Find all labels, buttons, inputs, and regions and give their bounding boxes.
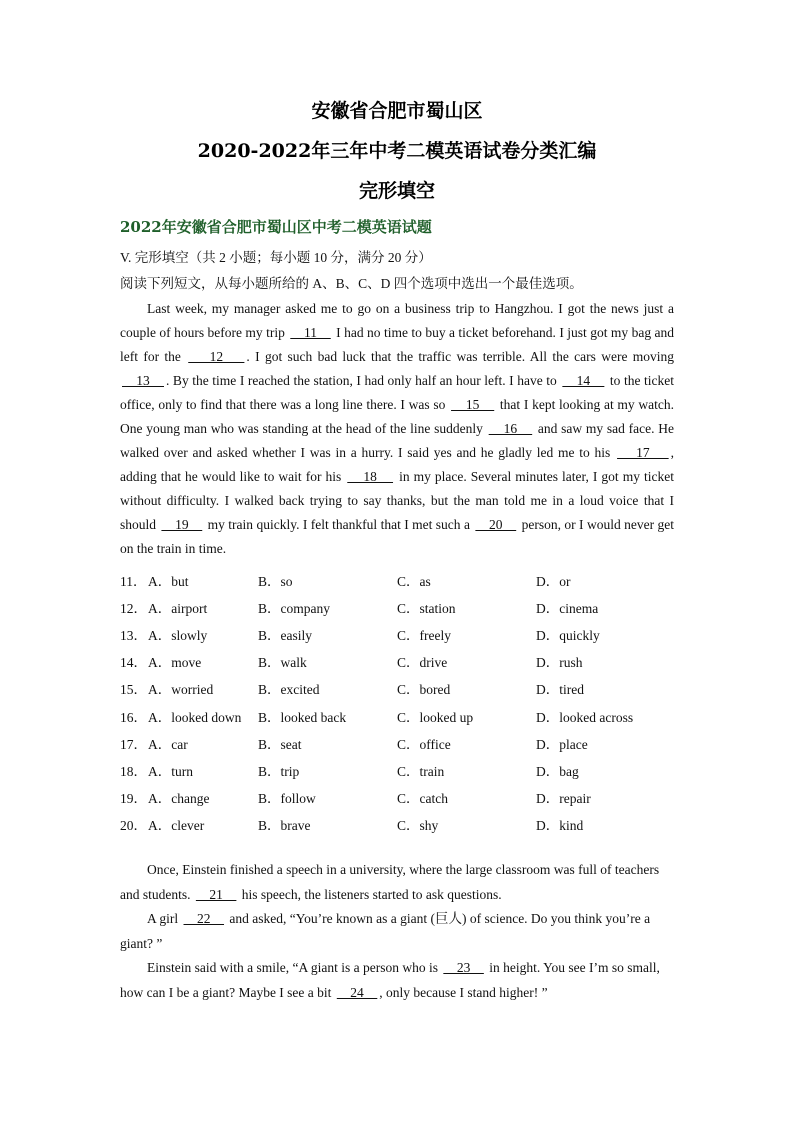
passage-text: that I kept looking at my watch. One young man who was standing at the head of the line suddenly <box>120 397 674 436</box>
option-a: A．slowly <box>148 627 208 643</box>
passage-text: . By the time I reached the station, I had only half an hour left. I have to <box>166 373 561 388</box>
blank-17: 17 <box>617 445 669 460</box>
blank-13: 13 <box>122 373 164 388</box>
option-a: A．worried <box>148 682 214 698</box>
blank-22: 22 <box>183 911 225 926</box>
option-d: D．place <box>536 736 588 752</box>
option-a: A．but <box>148 573 189 589</box>
question-number: 12． <box>120 600 147 616</box>
option-a: A．clever <box>148 818 205 834</box>
option-d: D．bag <box>536 763 579 779</box>
passage-text: and saw my sad face. He walked over and asked whether I was in a hurry. I said yes and he gladly led me to his <box>120 421 674 460</box>
option-a: A．car <box>148 736 188 752</box>
question-number: 14． <box>120 655 147 671</box>
option-row <box>120 811 680 838</box>
passage-2 <box>120 858 674 1005</box>
option-row <box>120 784 680 811</box>
passage-text: I had no time to buy a ticket beforehand. I just got my bag and left for the <box>120 325 675 364</box>
title-main: 2020-2022年三年中考二模英语试卷分类汇编 <box>197 140 597 162</box>
question-number: 11． <box>120 573 147 589</box>
option-b: B．easily <box>258 627 312 643</box>
passage-text: , only because I stand higher! ” <box>379 984 548 1000</box>
option-d: D．rush <box>536 655 583 671</box>
passage-text: and asked, “You’re known as a giant (巨人) of science. Do you think you’re a giant? ” <box>120 911 651 951</box>
option-b: B．brave <box>258 818 311 834</box>
blank-16: 16 <box>488 421 533 436</box>
option-d: D．quickly <box>536 627 600 643</box>
option-c: C．office <box>397 736 451 752</box>
option-a: A．move <box>148 655 202 671</box>
passage-1-text <box>120 297 674 561</box>
passage-text: to the ticket office, only to find that there was a long line there. I was so <box>120 373 675 412</box>
section-heading: 2022年安徽省合肥市蜀山区中考二模英语试题 <box>120 218 432 236</box>
blank-11: 11 <box>290 325 331 340</box>
blank-14: 14 <box>562 373 605 388</box>
option-b: B．trip <box>258 763 300 779</box>
option-c: C．freely <box>397 627 451 643</box>
question-number: 20． <box>120 818 147 834</box>
option-c: C．as <box>397 573 431 589</box>
passage-text: Once, Einstein finished a speech in a university, where the large classroom was full of teachers and students. <box>120 862 660 902</box>
option-a: A．change <box>148 791 210 807</box>
question-number: 18． <box>120 763 147 779</box>
option-c: C．catch <box>397 791 448 807</box>
blank-20: 20 <box>475 517 517 532</box>
option-d: D．or <box>536 573 571 589</box>
passage-text: person, or I would never get on the train in time. <box>120 517 674 556</box>
option-row <box>120 675 680 702</box>
option-row <box>120 593 680 620</box>
option-b: B．company <box>258 600 330 616</box>
option-c: C．drive <box>397 655 448 671</box>
option-b: B．looked back <box>258 709 347 725</box>
option-d: D．kind <box>536 818 584 834</box>
question-number: 16． <box>120 709 147 725</box>
option-c: C．station <box>397 600 456 616</box>
passage-2-paragraph <box>120 907 674 956</box>
instruction-text: 阅读下列短文，从每小题所给的 A、B、C、D 四个选项中选出一个最佳选项。 <box>120 276 583 291</box>
option-a: A．looked down <box>148 709 242 725</box>
passage-text: A girl <box>147 911 182 926</box>
option-b: B．follow <box>258 791 316 807</box>
options-list <box>120 566 680 838</box>
option-b: B．so <box>258 573 293 589</box>
passage-text: Einstein said with a smile, “A giant is a person who is <box>147 960 442 975</box>
option-b: B．seat <box>258 736 302 752</box>
passage-text: Last week, my manager asked me to go on a business trip to Hangzhou. I got the news just a couple of hours before my trip <box>120 301 674 340</box>
question-number: 15． <box>120 682 147 698</box>
option-row <box>120 566 680 593</box>
blank-24: 24 <box>336 984 378 1000</box>
passage-1 <box>120 297 674 561</box>
option-b: B．excited <box>258 682 320 698</box>
blank-12: 12 <box>188 349 245 364</box>
option-b: B．walk <box>258 655 307 671</box>
title-subject: 完形填空 <box>358 180 435 202</box>
option-d: D．repair <box>536 791 591 807</box>
option-d: D．tired <box>536 682 584 698</box>
option-a: A．airport <box>148 600 208 616</box>
option-row <box>120 648 680 675</box>
option-c: C．train <box>397 763 445 779</box>
passage-text: his speech, the listeners started to ask questions. <box>238 886 502 902</box>
question-number: 13． <box>120 627 147 643</box>
passage-2-paragraph <box>120 956 674 1005</box>
passage-text: in my place. Several minutes later, I got my ticket without difficulty. I walked back trying to say thanks, but the man told me in a loud voice that I should <box>120 469 674 532</box>
passage-2-paragraph <box>120 858 674 907</box>
option-c: C．shy <box>397 818 439 834</box>
option-d: D．looked across <box>536 709 634 725</box>
question-number: 17． <box>120 736 147 752</box>
option-row <box>120 702 680 729</box>
option-c: C．bored <box>397 682 451 698</box>
option-c: C．looked up <box>397 709 474 725</box>
passage-text: in height. You see I’m so small, how can I be a giant? Maybe I see a bit <box>120 960 660 1000</box>
passage-text: , adding that he would like to wait for his <box>120 445 675 484</box>
blank-21: 21 <box>195 886 237 902</box>
blank-15: 15 <box>451 397 495 412</box>
option-row <box>120 620 680 647</box>
option-a: A．turn <box>148 763 193 779</box>
passage-text: my train quickly. I felt thankful that I met such a <box>204 517 474 532</box>
instruction-section: V. 完形填空（共 2 小题；每小题 10 分，满分 20 分） <box>120 250 432 265</box>
option-row <box>120 729 680 756</box>
option-row <box>120 756 680 783</box>
question-number: 19． <box>120 791 147 807</box>
title-region: 安徽省合肥市蜀山区 <box>311 100 483 122</box>
option-d: D．cinema <box>536 600 599 616</box>
blank-18: 18 <box>347 469 394 484</box>
blank-23: 23 <box>443 960 484 975</box>
passage-text: . I got such bad luck that the traffic was terrible. All the cars were moving <box>246 349 675 364</box>
blank-19: 19 <box>161 517 203 532</box>
